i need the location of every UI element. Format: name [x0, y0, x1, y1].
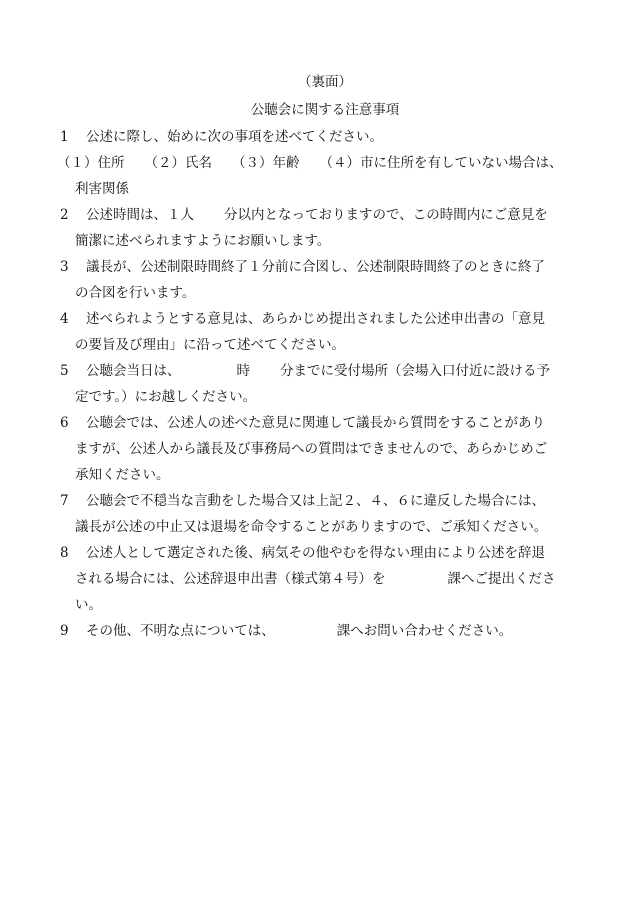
item-text-part-b: 課へお問い合わせください。: [336, 623, 513, 639]
item-number: 6: [60, 415, 69, 431]
item-text-line2: 簡潔に述べられますようにお願いします。: [75, 233, 331, 249]
notice-item-8: [60, 540, 595, 618]
item-text-line3: い。: [75, 597, 102, 613]
item-text-part-a: される場合には、公述辞退申出書（様式第４号）を: [75, 571, 386, 587]
notice-item-1-options: [57, 150, 595, 202]
item-text-line1: 公述人として選定された後、病気その他やむを得ない理由により公述を辞退: [86, 545, 545, 561]
option-age: （３）年齢: [232, 155, 300, 171]
item-text-line2: の要旨及び理由」に沿って述べてください。: [75, 337, 345, 353]
notice-item-3: [60, 254, 595, 306]
item-text-part-a: 公述時間は、１人: [86, 207, 194, 223]
item-text-line3: 承知ください。: [75, 467, 170, 483]
item-number: 2: [60, 207, 69, 223]
notice-item-1: [60, 124, 595, 150]
option-nonresident: （４）市に住所を有していない場合は、: [319, 155, 563, 171]
item-text-part-c: 分までに受付場所（会場入口付近に設ける予: [280, 363, 550, 379]
notice-item-2: [60, 202, 595, 254]
item-text-part-a: 公聴会当日は、: [86, 363, 181, 379]
item-text-line2: 議長が公述の中止又は退場を命令することがありますので、ご承知ください。: [75, 519, 548, 535]
item-text-line2: 定です。）にお越しください。: [75, 389, 257, 405]
item-number: 4: [60, 311, 69, 327]
option-name: （２）氏名: [144, 155, 212, 171]
item-text: 公述に際し、始めに次の事項を述べてください。: [86, 129, 383, 145]
document-title: 公聴会に関する注意事項: [250, 102, 400, 118]
item-text-part-a: その他、不明な点については、: [86, 623, 275, 639]
notice-item-5: [60, 358, 595, 410]
notice-item-9: [60, 618, 595, 644]
item-number: 1: [60, 129, 69, 145]
item-text-line1: 議長が、公述制限時間終了１分前に合図し、公述制限時間終了のときに終了: [86, 259, 545, 275]
item-text-line1: 公聴会では、公述人の述べた意見に関連して議長から質問をすることがあり: [86, 415, 545, 431]
item-text-line1: 公聴会で不穏当な言動をした場合又は上記２、４、６に違反した場合には、: [86, 493, 545, 509]
item-number: 5: [60, 363, 69, 379]
notice-list: [57, 124, 595, 644]
item-text-line2: ますが、公述人から議長及び事務局への質問はできませんので、あらかじめご: [75, 441, 548, 457]
item-number: 7: [60, 493, 69, 509]
item-number: 3: [60, 259, 69, 275]
item-text-line1: 述べられようとする意見は、あらかじめ提出されました公述申出書の「意見: [86, 311, 545, 327]
notice-item-4: [60, 306, 595, 358]
item-text-part-b: 時: [236, 363, 250, 379]
item-text-line2: の合図を行います。: [75, 285, 196, 301]
notice-item-7: [60, 488, 595, 540]
item-number: 8: [60, 545, 69, 561]
item-number: 9: [60, 623, 69, 639]
page-side-label: （裏面）: [298, 74, 352, 90]
item-text-part-b: 課へご提出くださ: [447, 571, 556, 587]
item-text-part-b: 分以内となっておりますので、この時間内にご意見を: [224, 207, 548, 223]
notice-item-6: [60, 410, 595, 488]
option-continuation: 利害関係: [75, 181, 129, 197]
option-address: （１）住所: [57, 155, 125, 171]
